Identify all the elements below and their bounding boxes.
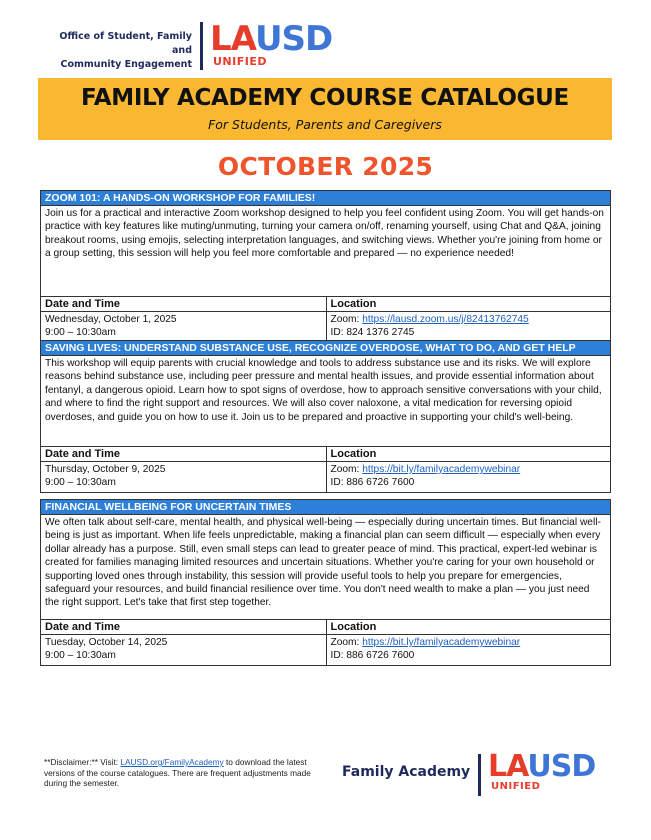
location-prefix: Zoom:	[330, 464, 363, 475]
family-academy-link[interactable]: LAUSD.org/FamilyAcademy	[120, 757, 224, 767]
meeting-id: ID: 886 6726 7600	[330, 650, 415, 662]
course-card	[40, 340, 611, 493]
course-title: SAVING LIVES: UNDERSTAND SUBSTANCE USE, RECOGNIZE OVERDOSE, WHAT TO DO, AND GET HELP	[41, 341, 610, 356]
course-card	[40, 190, 611, 343]
course-date: Tuesday, October 14, 2025	[45, 637, 168, 648]
disclaimer-prefix: **Disclaimer:** Visit:	[44, 757, 121, 767]
date-column	[41, 620, 326, 665]
location-cell	[327, 635, 611, 665]
family-academy-label: Family Academy	[342, 764, 471, 780]
location-header: Location	[327, 620, 611, 635]
course-date: Thursday, October 9, 2025	[45, 464, 166, 475]
date-header: Date and Time	[41, 447, 326, 462]
catalogue-title: FAMILY ACADEMY COURSE CATALOGUE	[81, 85, 569, 111]
course-date: Wednesday, October 1, 2025	[45, 314, 177, 325]
course-time: 9:00 – 10:30am	[45, 327, 116, 339]
zoom-link[interactable]: https://bit.ly/familyacademywebinar	[362, 464, 521, 475]
course-info-table	[41, 446, 610, 492]
date-time-cell	[41, 312, 326, 342]
course-description: Join us for a practical and interactive Zoom workshop designed to help you feel confident using Zoom. You will get hands-on practice with key features like muting/unmuting, turning your camera on/off, renaming yourself, using Chat and Q&A, joining breakout rooms, using emojis, selecting interpretation languages, and switching views. Whether you're joining from home or a group setting, this session will help you feel more comfortable and prepared — no experience needed!	[45, 208, 604, 260]
title-banner	[38, 78, 612, 140]
zoom-link[interactable]: https://lausd.zoom.us/j/82413762745	[362, 314, 529, 325]
location-cell	[327, 312, 611, 342]
location-column	[326, 447, 611, 492]
header-logo-block	[40, 19, 370, 72]
catalogue-subtitle: For Students, Parents and Caregivers	[208, 117, 442, 132]
course-title: FINANCIAL WELLBEING FOR UNCERTAIN TIMES	[41, 500, 610, 515]
disclaimer	[44, 757, 334, 789]
office-line-2: Community Engagement	[60, 59, 192, 70]
disclaimer-suffix: to download the latest versions of the course catalogues. There are frequent adjustments made during the semester.	[44, 757, 311, 788]
location-cell	[327, 462, 611, 492]
course-title: ZOOM 101: A HANDS-ON WORKSHOP FOR FAMILIES!	[41, 191, 610, 206]
location-header: Location	[327, 447, 611, 462]
date-time-cell	[41, 635, 326, 665]
course-time: 9:00 – 10:30am	[45, 477, 116, 489]
footer-lausd-unified: UNIFIED	[491, 781, 541, 792]
logo-divider	[200, 22, 203, 70]
location-prefix: Zoom:	[330, 314, 363, 325]
footer-logo-divider	[478, 754, 481, 796]
course-time: 9:00 – 10:30am	[45, 650, 116, 662]
course-description: We often talk about self-care, mental health, and physical well-being — especially during uncertain times. But financial well-being is just as important. When life feels unpredictable, making a financial plan can seem difficult — especially when every dollar already has a purpose. Still, even small steps can lead to greater peace of mind. This practical, expert-led webinar is created for families managing limited resources and uncertain situations. Whether you're caring for your own household or supporting loved ones through instability, this session will provide useful tools to help you prepare for emergencies, safeguard your resources, and build financial resilience over time. You don't need wealth to make a plan — you just need the right support. Let's take that first step together.	[45, 517, 601, 609]
location-prefix: Zoom:	[330, 637, 363, 648]
footer-lausd-logo: LAUSD	[488, 749, 596, 784]
date-column	[41, 297, 326, 342]
location-header: Location	[327, 297, 611, 312]
course-description: This workshop will equip parents with crucial knowledge and tools to address substance use and its risks. We will explore reasons behind substance use, including peer pressure and mental health issues, and provide essential information about fentanyl, a dangerous opioid. Learn how to spot signs of overdose, how to approach sensitive conversations with your child, and where to find the right support and resources. We will also cover naloxone, a vital medication for reversing opioid overdoses, and guide you on how to use it. Join us to be prepared and proactive in supporting your child's well-being.	[45, 358, 602, 423]
date-header: Date and Time	[41, 297, 326, 312]
lausd-logo: LAUSD	[210, 19, 333, 59]
meeting-id: ID: 886 6726 7600	[330, 477, 415, 489]
office-line-1: Office of Student, Family and	[59, 31, 192, 56]
course-card	[40, 499, 611, 666]
date-header: Date and Time	[41, 620, 326, 635]
month-heading: OCTOBER 2025	[217, 152, 434, 181]
course-info-table	[41, 619, 610, 665]
location-column	[326, 620, 611, 665]
lausd-logo-unified: UNIFIED	[213, 55, 267, 68]
office-name	[40, 30, 192, 72]
location-column	[326, 297, 611, 342]
date-time-cell	[41, 462, 326, 492]
meeting-id: ID: 824 1376 2745	[330, 327, 415, 339]
course-info-table	[41, 296, 610, 342]
footer-brand	[342, 749, 612, 802]
zoom-link[interactable]: https://bit.ly/familyacademywebinar	[362, 637, 521, 648]
date-column	[41, 447, 326, 492]
